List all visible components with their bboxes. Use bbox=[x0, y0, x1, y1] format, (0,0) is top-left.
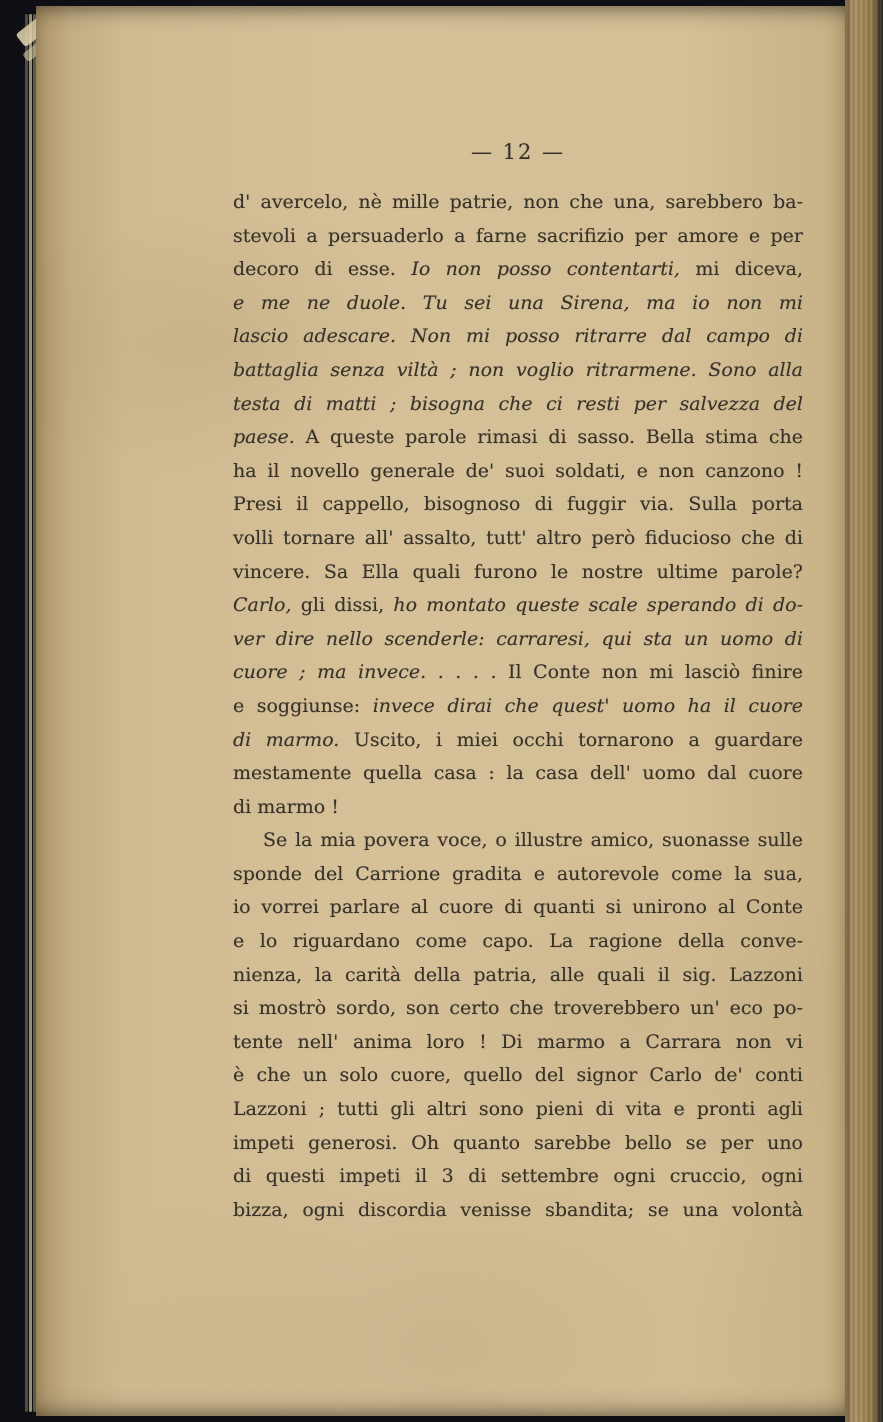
text-line bbox=[233, 925, 803, 959]
text-run: A queste parole rimasi di sasso. Bella stima che bbox=[294, 426, 803, 449]
text-line bbox=[233, 724, 803, 758]
text-run: di marmo ! bbox=[233, 795, 339, 818]
text-run: ha il novello generale de' suoi soldati, e non canzono ! bbox=[233, 459, 803, 482]
text-line bbox=[233, 992, 803, 1026]
text-run: impeti generosi. Oh quanto sarebbe bello se per uno bbox=[233, 1131, 803, 1154]
text-line bbox=[233, 589, 803, 623]
text-line bbox=[233, 186, 803, 220]
text-line bbox=[233, 891, 803, 925]
italic-text-run: ho montato queste scale sperando di do- bbox=[393, 594, 803, 617]
text-run: Se la mia povera voce, o illustre amico, suonasse sulle bbox=[263, 829, 803, 852]
text-line bbox=[233, 488, 803, 522]
text-run: di questi impeti il 3 di settembre ogni cruccio, ogni bbox=[233, 1165, 803, 1188]
text-line bbox=[233, 220, 803, 254]
text-line bbox=[233, 690, 803, 724]
text-run: Uscito, i miei occhi tornarono a guardare bbox=[339, 728, 803, 751]
italic-text-run: cuore ; ma invece. . . . . bbox=[233, 661, 497, 684]
italic-text-run: paese. bbox=[233, 426, 295, 449]
italic-text-run: lascio adescare. Non mi posso ritrarre dal campo di bbox=[233, 325, 803, 348]
text-run: volli tornare all' assalto, tutt' altro però fiducioso che di bbox=[233, 526, 803, 549]
text-run: mi diceva, bbox=[679, 258, 803, 281]
italic-text-run: e me ne duole. Tu sei una Sirena, ma io non mi bbox=[233, 291, 803, 314]
text-run: bizza, ogni discordia venisse sbandita; se una volontà bbox=[233, 1198, 803, 1221]
text-line bbox=[233, 1160, 803, 1194]
text-line bbox=[233, 858, 803, 892]
text-line bbox=[233, 959, 803, 993]
text-line bbox=[233, 354, 803, 388]
text-line bbox=[233, 253, 803, 287]
page-number: — 12 — bbox=[470, 140, 566, 164]
text-run: tente nell' anima loro ! Di marmo a Carrara non vi bbox=[233, 1030, 803, 1053]
text-run: è che un solo cuore, quello del signor Carlo de' conti bbox=[233, 1064, 803, 1087]
text-run: e lo riguardano come capo. La ragione della conve- bbox=[233, 930, 803, 953]
italic-text-run: invece dirai che quest' uomo ha il cuore bbox=[372, 694, 803, 717]
page-stack-edge bbox=[29, 14, 32, 1412]
italic-text-run: Sono alla bbox=[708, 358, 803, 381]
italic-text-run: testa di matti ; bisogna che ci resti per salvezza del bbox=[233, 392, 803, 415]
text-line bbox=[233, 522, 803, 556]
text-run: si mostrò sordo, son certo che troverebbero un' eco po- bbox=[233, 997, 803, 1020]
text-line bbox=[233, 757, 803, 791]
text-run: e soggiunse: bbox=[233, 694, 373, 717]
page-text bbox=[233, 186, 803, 1227]
italic-text-run: ver dire nello scenderle: carraresi, qui sta un uomo di bbox=[233, 627, 803, 650]
text-line bbox=[233, 320, 803, 354]
text-line bbox=[233, 421, 803, 455]
text-run: Presi il cappello, bisognoso di fuggir via. Sulla porta bbox=[233, 493, 803, 516]
text-line bbox=[233, 791, 803, 825]
text-run: mestamente quella casa : la casa dell' uomo dal cuore bbox=[233, 762, 803, 785]
italic-text-run: Io non posso contentarti, bbox=[411, 258, 680, 281]
text-line bbox=[233, 824, 803, 858]
text-line bbox=[233, 1093, 803, 1127]
text-line bbox=[233, 1194, 803, 1228]
text-run: decoro di esse. bbox=[233, 258, 412, 281]
text-line bbox=[233, 556, 803, 590]
text-run: stevoli a persuaderlo a farne sacrifizio per amore e per bbox=[233, 224, 803, 247]
book-page bbox=[36, 6, 845, 1416]
right-page-stack bbox=[845, 0, 883, 1422]
text-line bbox=[233, 623, 803, 657]
text-run: vincere. Sa Ella quali furono le nostre ultime parole? bbox=[233, 560, 803, 583]
text-line bbox=[233, 455, 803, 489]
text-run: Lazzoni ; tutti gli altri sono pieni di vita e pronti agli bbox=[233, 1098, 803, 1121]
text-run: nienza, la carità della patria, alle quali il sig. Lazzoni bbox=[233, 963, 803, 986]
italic-text-run: di marmo. bbox=[233, 728, 340, 751]
text-line bbox=[233, 656, 803, 690]
text-run: Il Conte non mi lasciò finire bbox=[496, 661, 803, 684]
text-run: io vorrei parlare al cuore di quanti si unirono al Conte bbox=[233, 896, 803, 919]
text-run: gli dissi, bbox=[291, 594, 394, 617]
text-run: sponde del Carrione gradita e autorevole come la sua, bbox=[233, 862, 803, 885]
text-line bbox=[233, 287, 803, 321]
text-line bbox=[233, 1059, 803, 1093]
text-run: d' avercelo, nè mille patrie, non che una, sarebbero ba- bbox=[233, 191, 803, 213]
italic-text-run: Carlo, bbox=[233, 594, 292, 617]
italic-text-run: battaglia senza viltà ; non voglio ritrarmene. bbox=[233, 358, 709, 381]
text-line bbox=[233, 388, 803, 422]
text-line bbox=[233, 1127, 803, 1161]
text-line bbox=[233, 1026, 803, 1060]
page-stack-edge bbox=[25, 14, 28, 1412]
